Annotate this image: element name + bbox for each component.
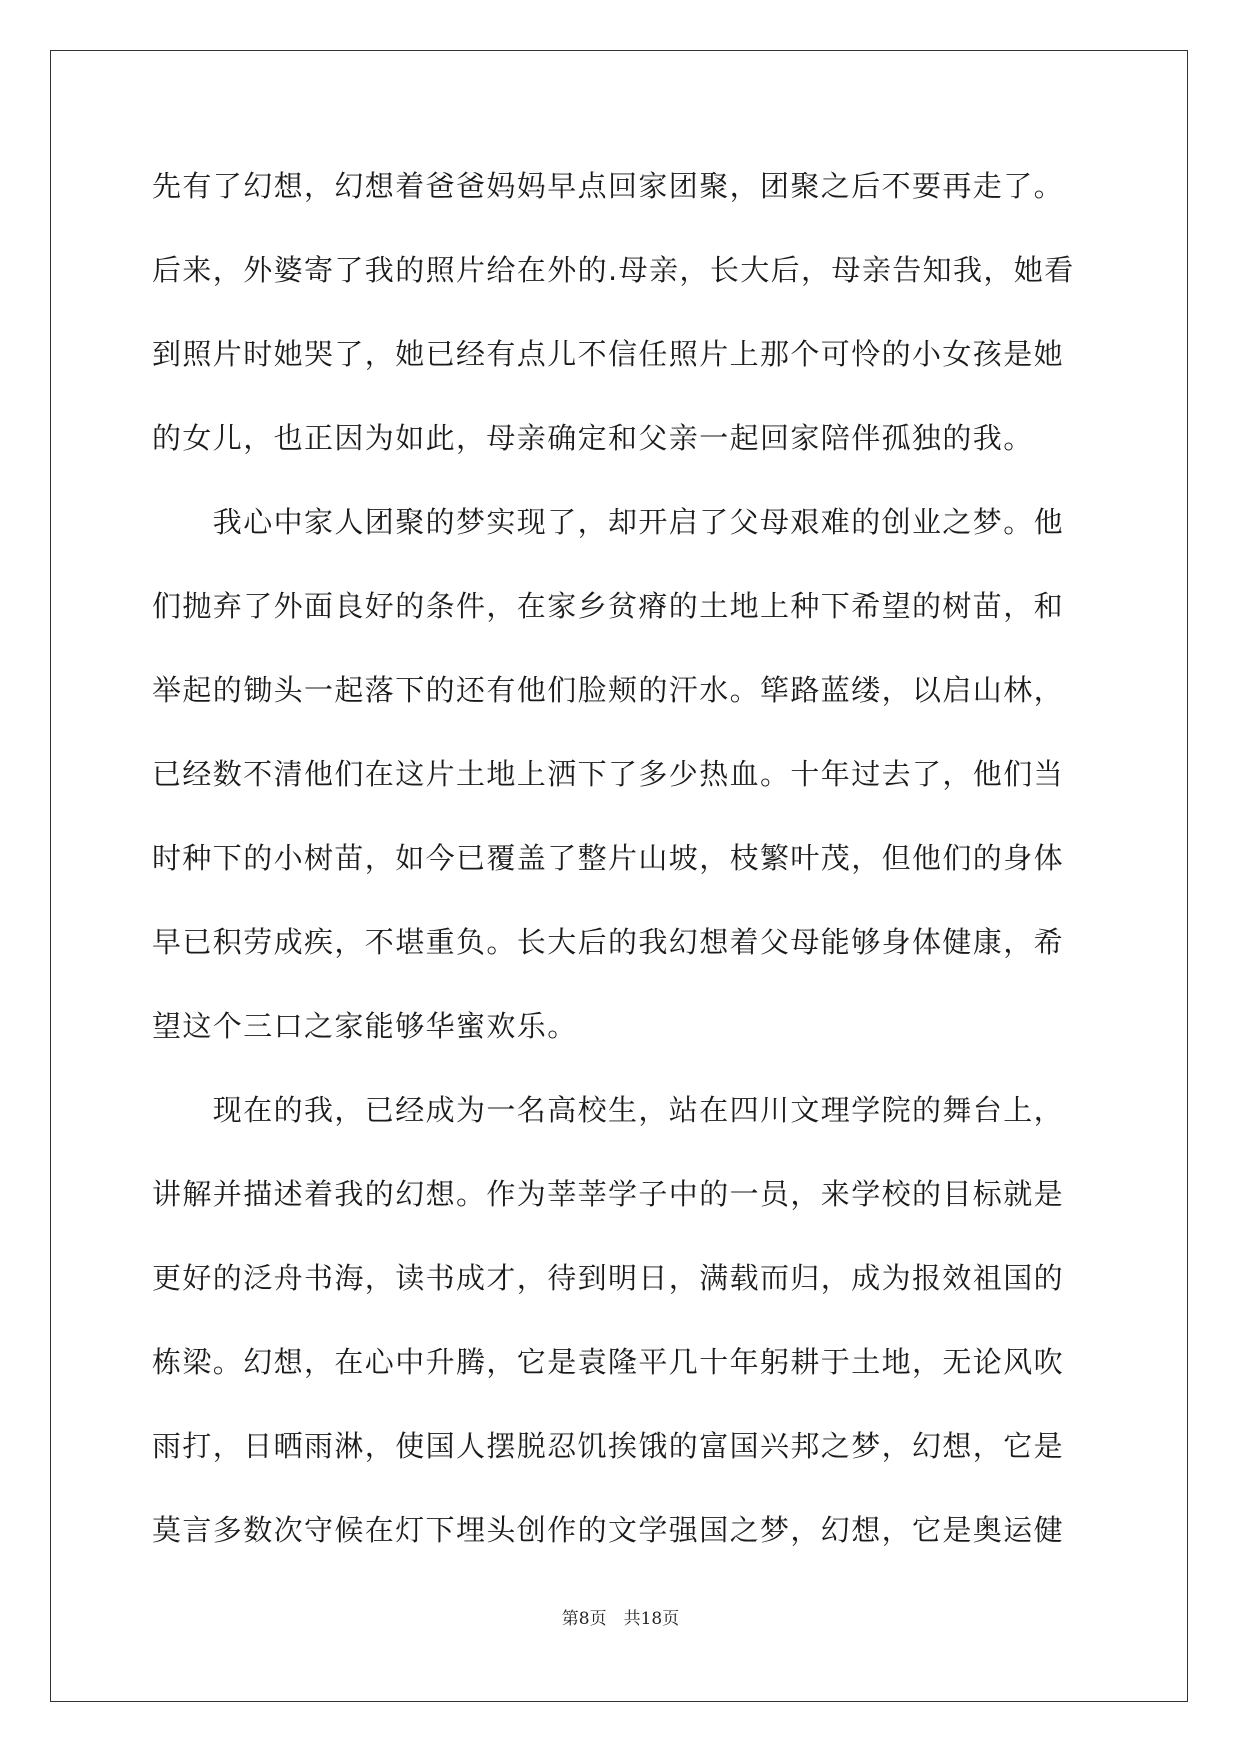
text-line: 时种下的小树苗，如今已覆盖了整片山坡，枝繁叶茂，但他们的身体 [152, 841, 1065, 875]
text-line: 我心中家人团聚的梦实现了，却开启了父母艰难的创业之梦。他 [152, 505, 1065, 539]
document-body [152, 156, 1089, 1584]
text-line: 后来，外婆寄了我的照片给在外的.母亲，长大后，母亲告知我，她看 [152, 253, 1075, 287]
text-line: 已经数不清他们在这片土地上洒下了多少热血。十年过去了，他们当 [152, 757, 1065, 791]
text-line: 望这个三口之家能够华蜜欢乐。 [152, 1009, 578, 1043]
text-line: 早已积劳成疾，不堪重负。长大后的我幻想着父母能够身体健康，希 [152, 925, 1065, 959]
text-line: 到照片时她哭了，她已经有点儿不信任照片上那个可怜的小女孩是她 [152, 337, 1065, 371]
text-line: 先有了幻想，幻想着爸爸妈妈早点回家团聚，团聚之后不要再走了。 [152, 169, 1065, 203]
text-line: 莫言多数次守候在灯下埋头创作的文学强国之梦，幻想，它是奥运健 [152, 1513, 1065, 1547]
text-line: 雨打，日晒雨淋，使国人摆脱忍饥挨饿的富国兴邦之梦，幻想，它是 [152, 1429, 1065, 1463]
text-line: 们抛弃了外面良好的条件，在家乡贫瘠的土地上种下希望的树苗，和 [152, 589, 1065, 623]
text-line: 的女儿，也正因为如此，母亲确定和父亲一起回家陪伴孤独的我。 [152, 421, 1034, 455]
text-line: 举起的锄头一起落下的还有他们脸颊的汗水。筚路蓝缕，以启山林， [152, 673, 1065, 707]
page-number-footer: 第8页 共18页 [561, 1609, 680, 1629]
text-line: 讲解并描述着我的幻想。作为莘莘学子中的一员，来学校的目标就是 [152, 1177, 1065, 1211]
text-line: 更好的泛舟书海，读书成才，待到明日，满载而归，成为报效祖国的 [152, 1261, 1065, 1295]
text-line: 栋梁。幻想，在心中升腾，它是袁隆平几十年躬耕于土地，无论风吹 [152, 1345, 1065, 1379]
text-line: 现在的我，已经成为一名高校生，站在四川文理学院的舞台上， [152, 1093, 1065, 1127]
